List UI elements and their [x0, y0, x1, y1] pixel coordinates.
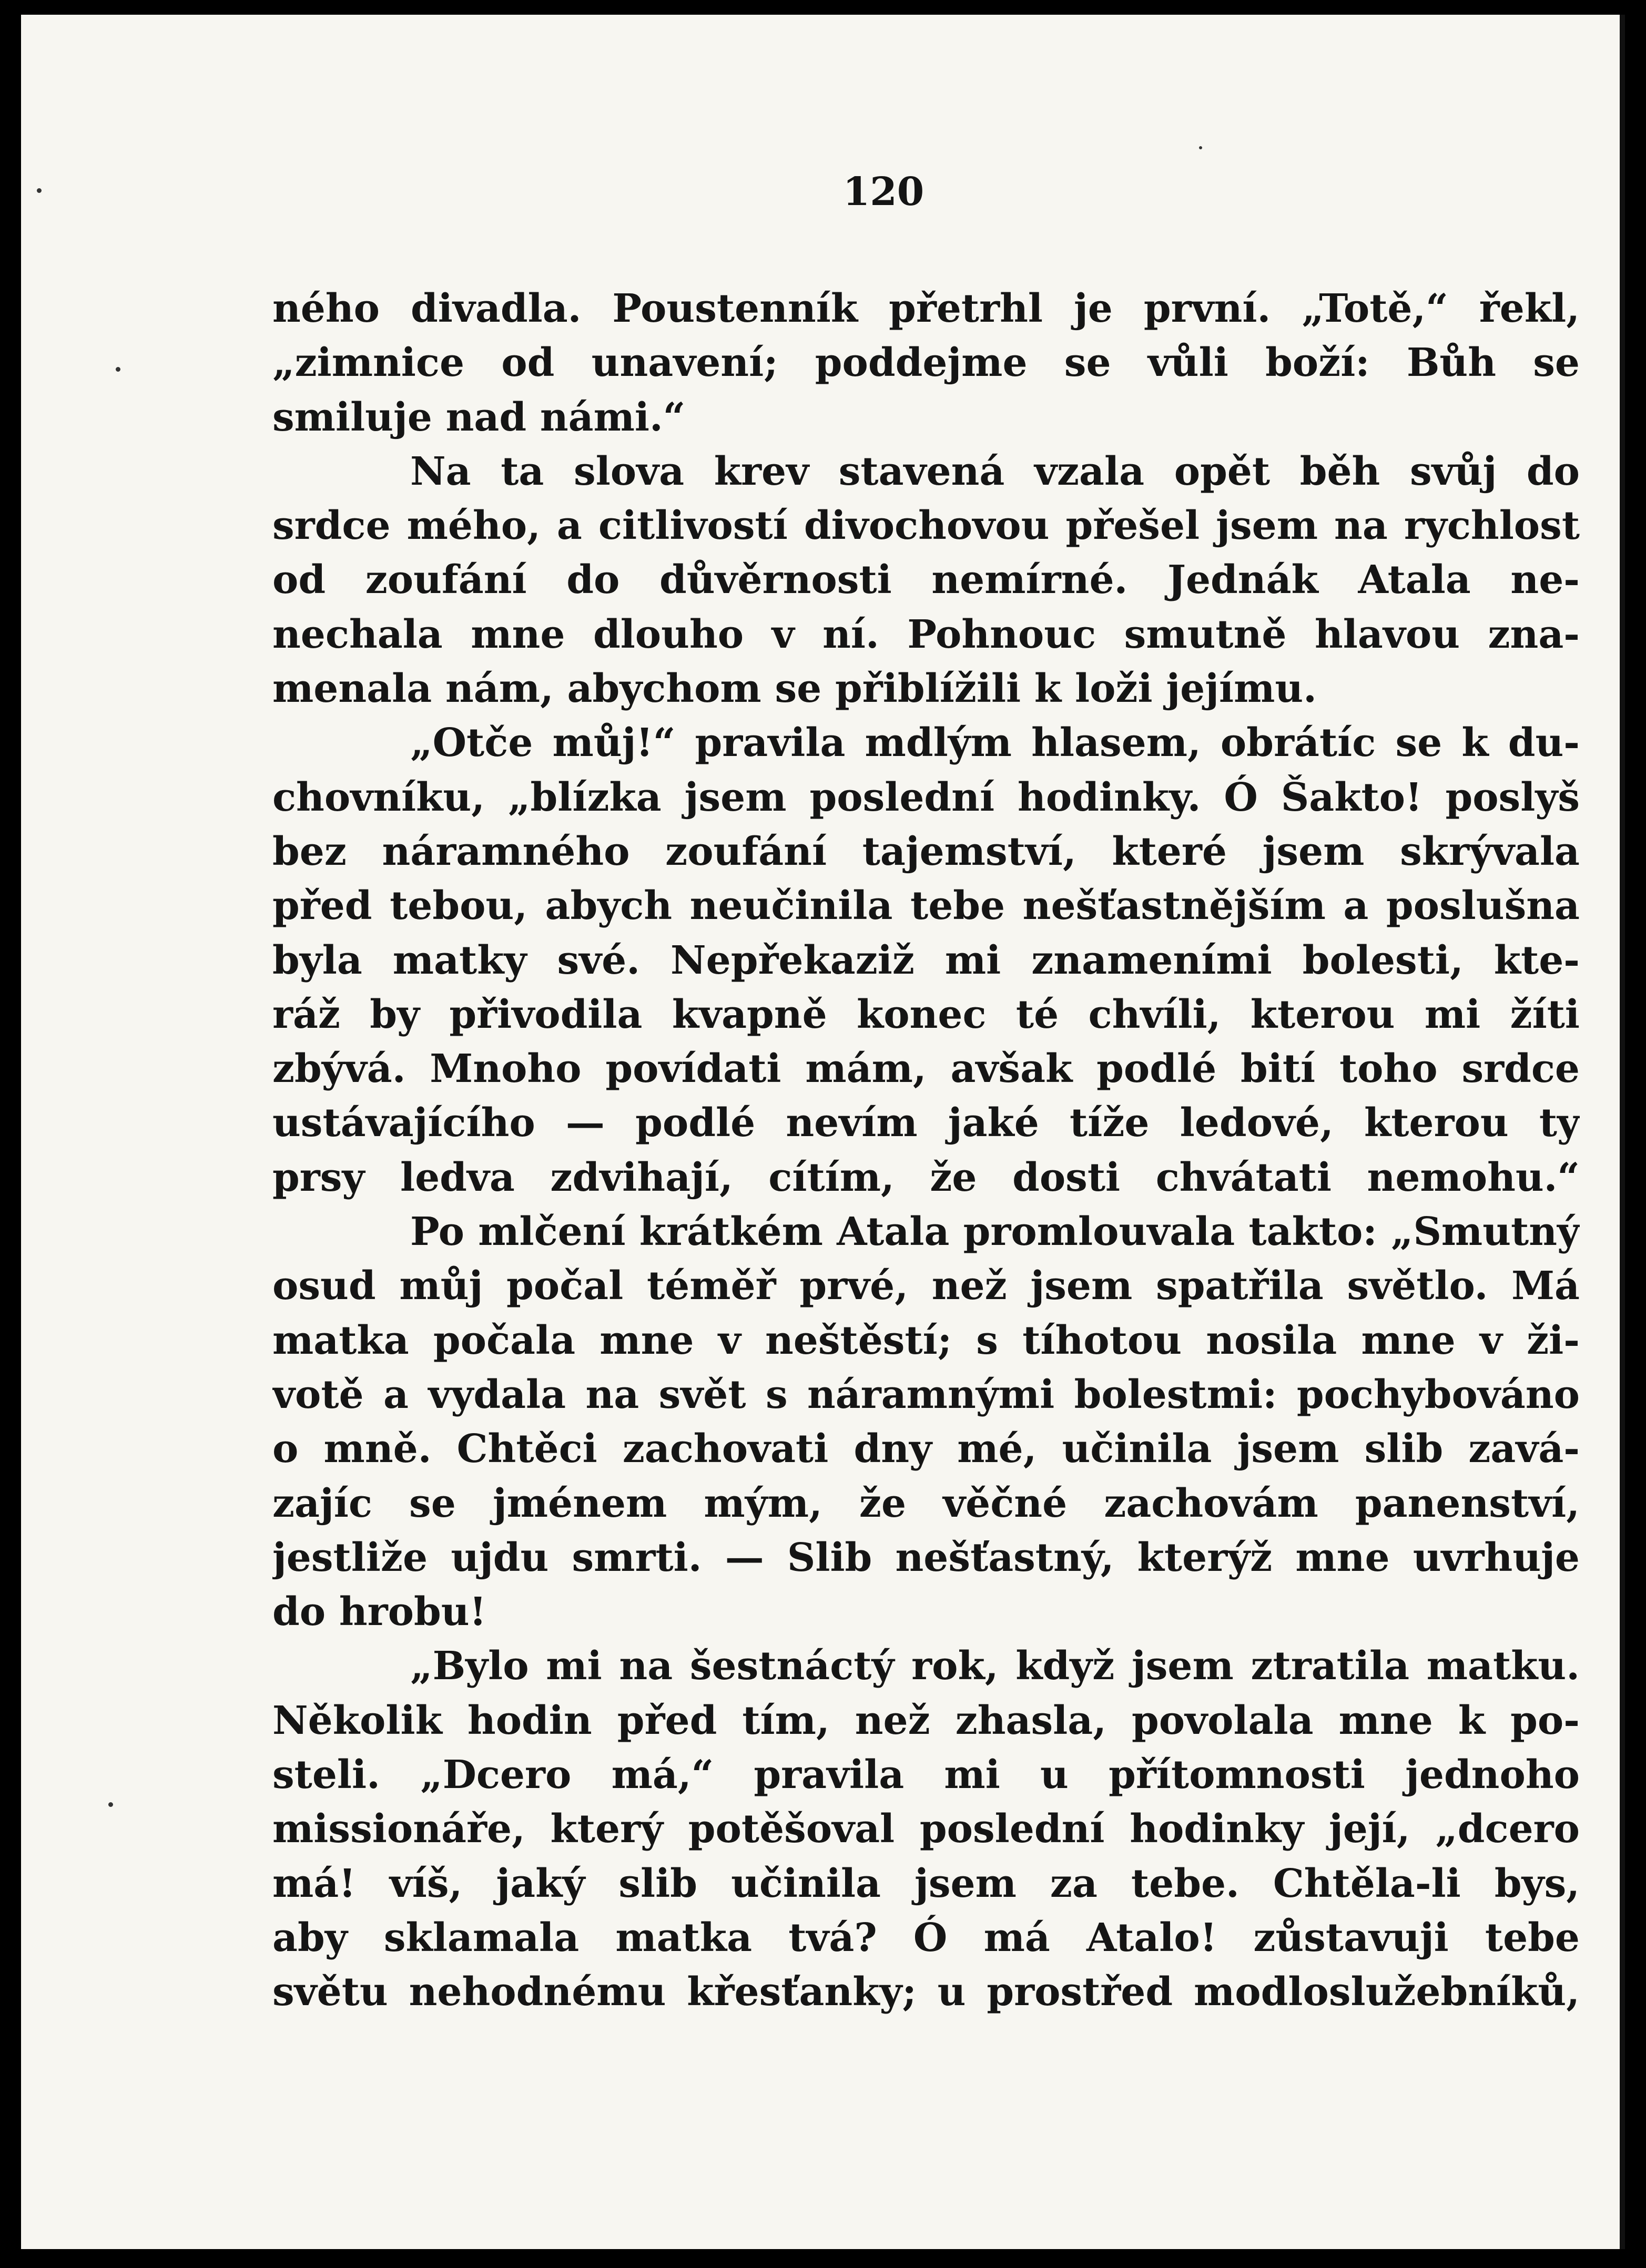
- text-line: o mně. Chtěci zachovati dny mé, učinila jsem slib zavá-: [272, 1426, 1580, 1472]
- paragraph-start-line: Po mlčení krátkém Atala promlouvala takto: „Smutný: [410, 1209, 1580, 1255]
- paragraph-start-line: Na ta slova krev stavená vzala opět běh svůj do: [410, 448, 1580, 494]
- text-line: má! víš, jaký slib učinila jsem za tebe. Chtěla-li bys,: [272, 1861, 1580, 1906]
- book-page: [21, 15, 1625, 2249]
- ink-speck: [116, 367, 120, 372]
- paragraph-start-line: „Otče můj!“ pravila mdlým hlasem, obrátíc se k du-: [410, 720, 1580, 766]
- text-line: ráž by přivodila kvapně konec té chvíli, kterou mi žíti: [272, 992, 1580, 1037]
- text-line: zbývá. Mnoho povídati mám, avšak podlé bití toho srdce: [272, 1046, 1580, 1092]
- ink-speck: [1199, 146, 1202, 149]
- page-number: 120: [842, 169, 924, 214]
- text-line: ného divadla. Poustenník přetrhl je první. „Totě,“ řekl,: [272, 286, 1580, 331]
- text-line: menala nám, abychom se přiblížili k loži jejímu.: [272, 666, 1317, 712]
- ink-speck: [37, 188, 42, 193]
- text-line: missionáře, který potěšoval poslední hodinky její, „dcero: [272, 1806, 1580, 1852]
- paragraph-start-line: „Bylo mi na šestnáctý rok, když jsem ztratila matku.: [410, 1643, 1580, 1689]
- body-text: [272, 282, 1580, 2020]
- ink-speck: [108, 1802, 113, 1807]
- text-line: byla matky své. Nepřekaziž mi znameními bolesti, kte-: [272, 937, 1580, 983]
- text-line: Několik hodin před tím, než zhasla, povolala mne k po-: [272, 1698, 1580, 1743]
- text-line: jestliže ujdu smrti. — Slib nešťastný, kterýž mne uvrhuje: [272, 1535, 1580, 1580]
- text-line: do hrobu!: [272, 1589, 487, 1635]
- text-line: osud můj počal téměř prvé, než jsem spatřila světlo. Má: [272, 1263, 1580, 1309]
- text-line: od zoufání do důvěrnosti nemírné. Jednák Atala ne-: [272, 557, 1580, 603]
- text-line: světu nehodnému křesťanky; u prostřed modloslužebníků,: [272, 1969, 1580, 2015]
- text-line: votě a vydala na svět s náramnými bolestmi: pochybováno: [272, 1372, 1580, 1417]
- text-line: „zimnice od unavení; poddejme se vůli boží: Bůh se: [272, 340, 1580, 386]
- text-line: srdce mého, a citlivostí divochovou přešel jsem na rychlost: [272, 503, 1580, 549]
- text-line: matka počala mne v neštěstí; s tíhotou nosila mne v ži-: [272, 1317, 1580, 1363]
- text-line: zajíc se jménem mým, že věčné zachovám panenství,: [272, 1480, 1580, 1526]
- text-line: aby sklamala matka tvá? Ó má Atalo! zůstavuji tebe: [272, 1915, 1580, 1960]
- text-line: smiluje nad námi.“: [272, 394, 686, 440]
- text-line: před tebou, abych neučinila tebe nešťastnějším a poslušna: [272, 883, 1580, 929]
- text-line: ustávajícího — podlé nevím jaké tíže ledové, kterou ty: [272, 1100, 1580, 1146]
- text-line: bez náramného zoufání tajemství, které jsem skrývala: [272, 829, 1580, 874]
- text-line: nechala mne dlouho v ní. Pohnouc smutně hlavou zna-: [272, 611, 1580, 657]
- text-line: steli. „Dcero má,“ pravila mi u přítomnosti jednoho: [272, 1752, 1580, 1798]
- text-line: chovníku, „blízka jsem poslední hodinky. Ó Šakto! poslyš: [272, 774, 1580, 820]
- text-line: prsy ledva zdvihají, cítím, že dosti chvátati nemohu.“: [272, 1155, 1580, 1200]
